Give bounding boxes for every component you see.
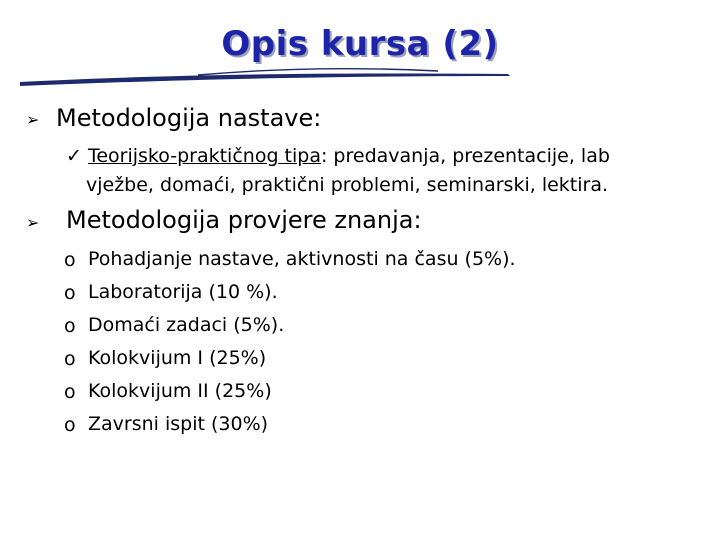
circle-bullet-icon: o: [64, 348, 76, 370]
section-heading-assessment: Metodologija provjere znanja:: [66, 206, 422, 234]
circle-bullet-icon: o: [64, 414, 76, 436]
checkmark-icon: ✓: [66, 145, 82, 167]
circle-bullet-icon: o: [64, 315, 76, 337]
assessment-item: Kolokvijum II (25%): [88, 380, 272, 402]
title-underline-swoosh: [18, 62, 518, 92]
section-heading-teaching: Metodologija nastave:: [56, 104, 322, 132]
assessment-item: Kolokvijum I (25%): [88, 347, 267, 369]
assessment-item: Laboratorija (10 %).: [88, 281, 278, 303]
assessment-item: Zavrsni ispit (30%): [88, 413, 269, 435]
circle-bullet-icon: o: [64, 282, 76, 304]
teaching-type-rest: : predavanja, prezentacije, lab: [320, 145, 610, 167]
arrow-bullet-icon: ➢: [26, 213, 40, 232]
teaching-methods-line2: vježbe, domaći, praktični problemi, seminarski, lektira.: [86, 174, 609, 196]
teaching-type-underlined: Teorijsko-praktičnog tipa: [87, 145, 321, 167]
teaching-methods-item: [66, 142, 610, 171]
circle-bullet-icon: o: [64, 249, 76, 271]
assessment-item: Pohadjanje nastave, aktivnosti na času (5%).: [88, 248, 516, 270]
arrow-bullet-icon: ➢: [26, 110, 40, 129]
circle-bullet-icon: o: [64, 381, 76, 403]
slide-title: Opis kursa (2): [221, 24, 499, 64]
assessment-item: Domaći zadaci (5%).: [88, 314, 285, 336]
